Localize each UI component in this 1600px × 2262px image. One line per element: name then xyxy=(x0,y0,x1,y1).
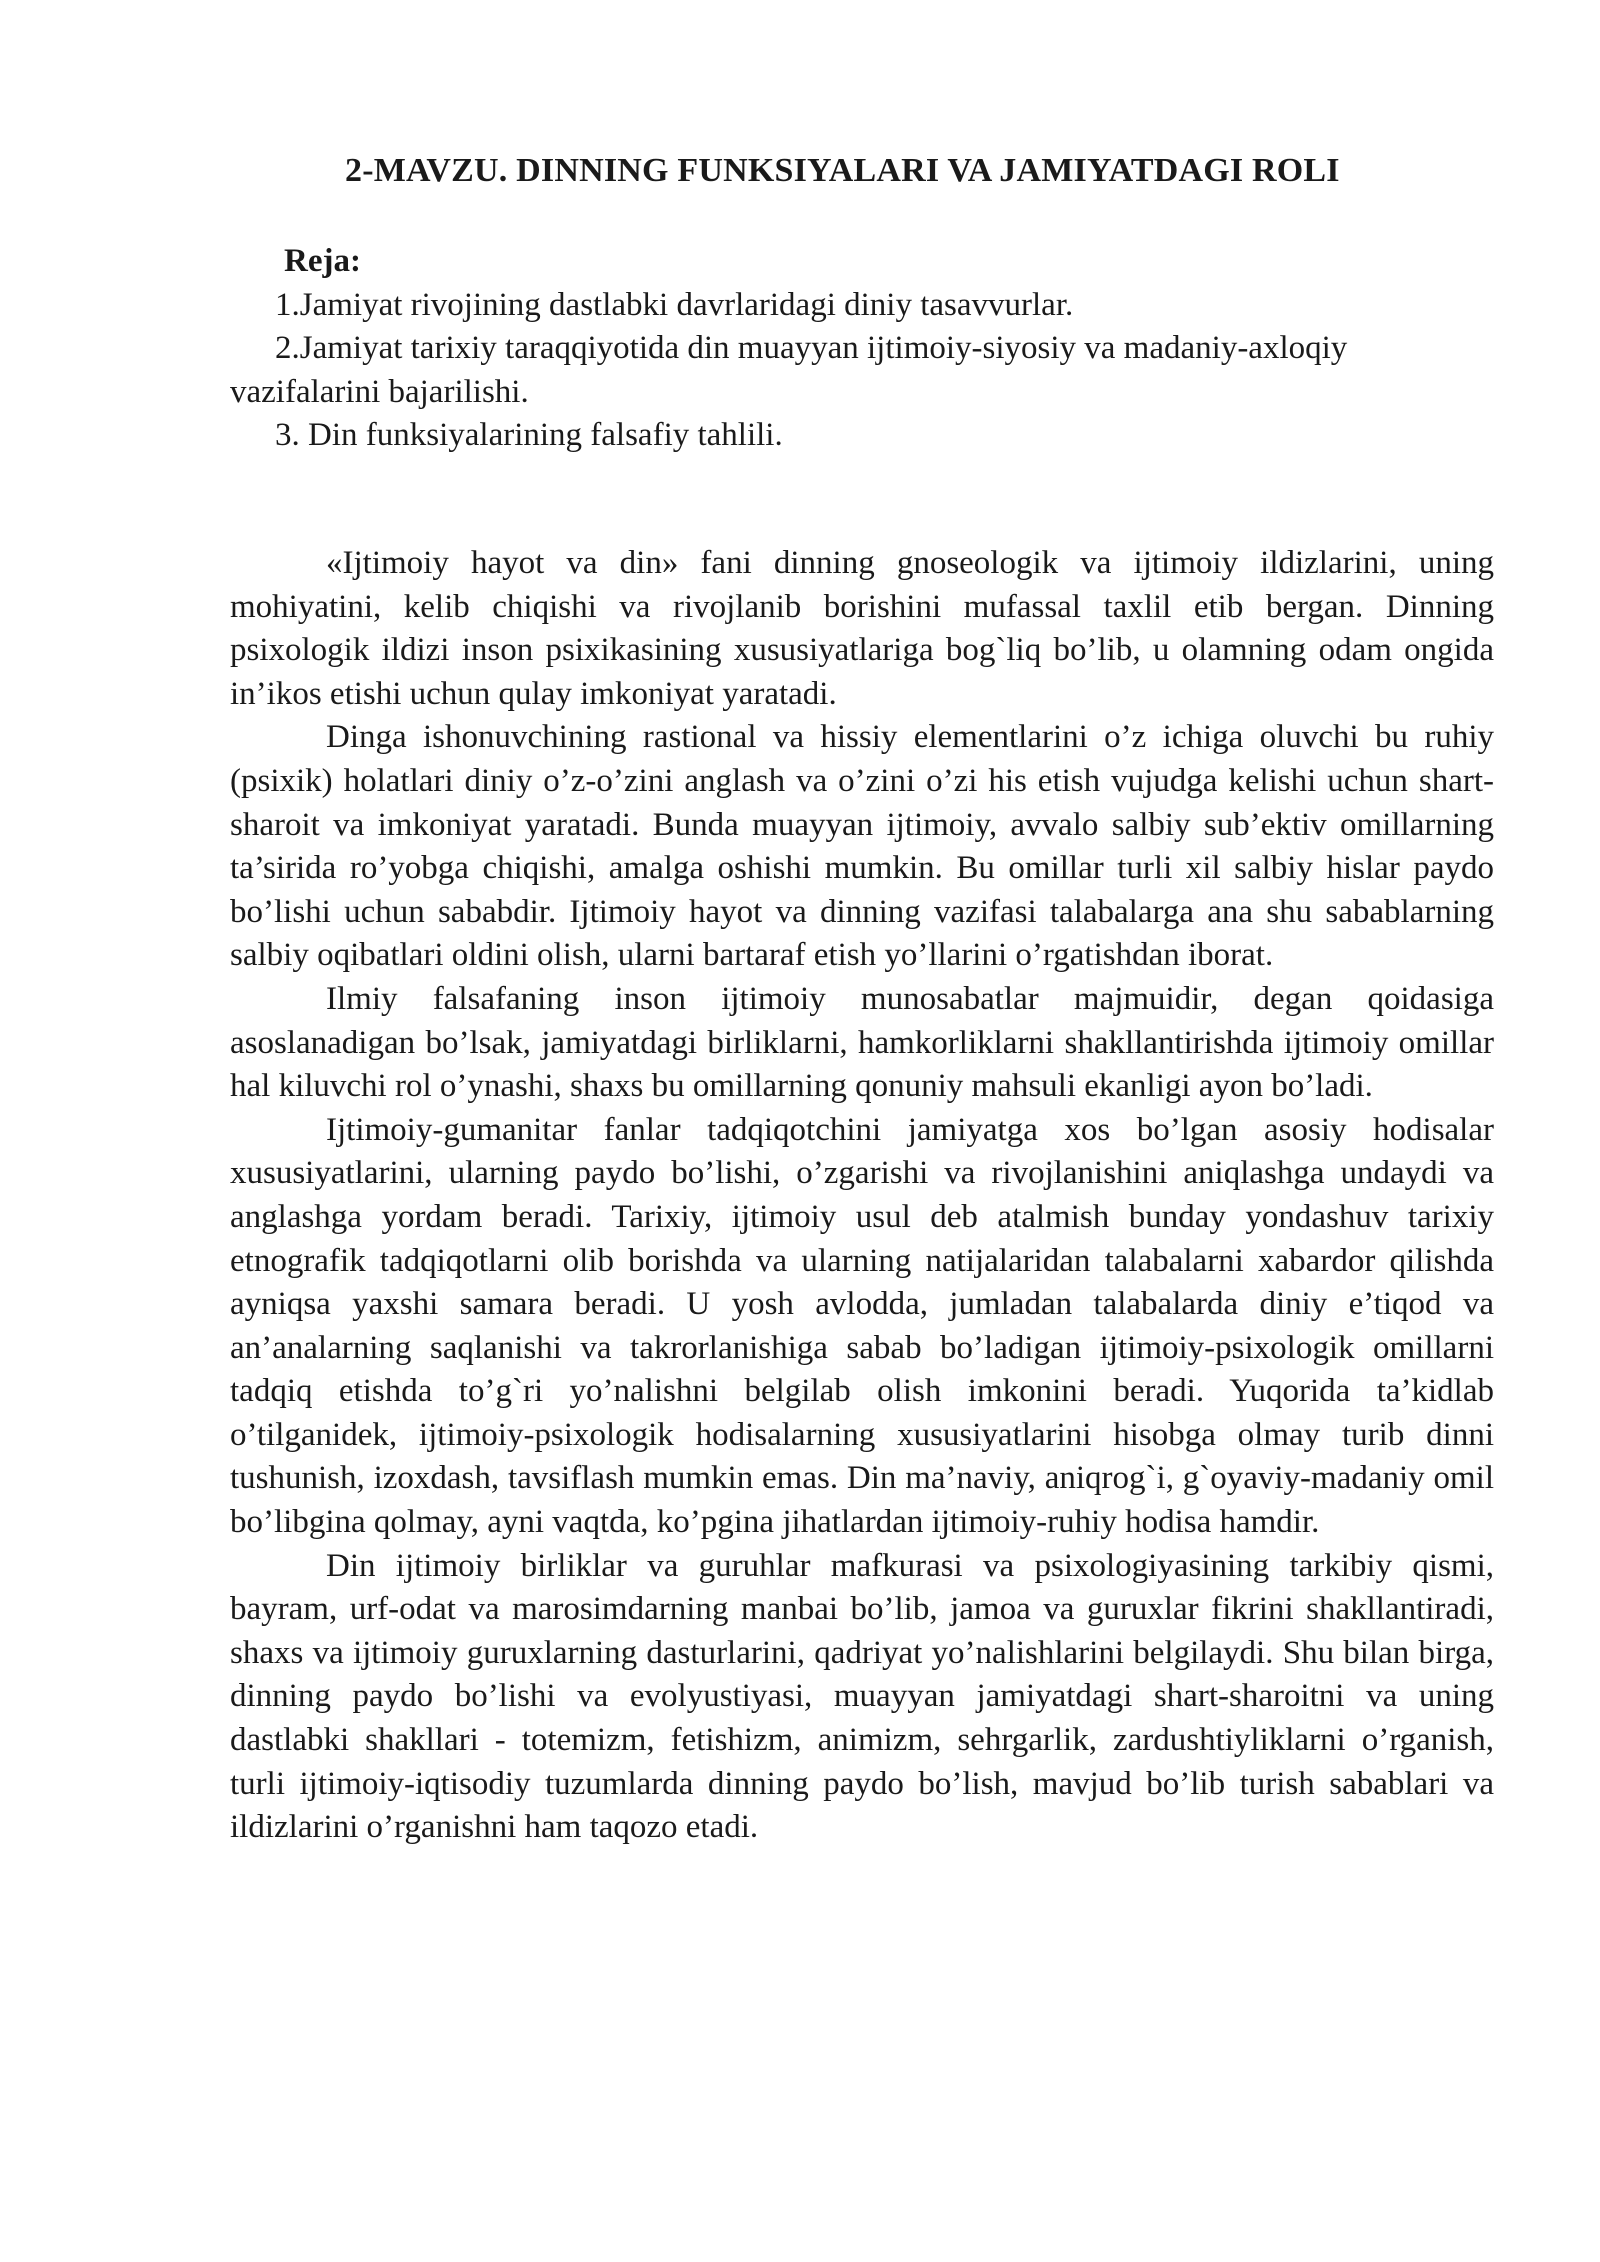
document-title: 2-MAVZU. DINNING FUNKSIYALARI VA JAMIYATDAGI ROLI xyxy=(345,152,1340,189)
plan-heading: Reja: xyxy=(284,243,361,279)
paragraph-3: Ilmiy falsafaning inson ijtimoiy munosabatlar majmuidir, degan qoidasiga asoslanadigan bo’lsak, jamiyatdagi birliklarni, hamkorliklarni shakllantirishda ijtimoiy omillar hal kiluvchi rol o’ynashi, shaxs bu omillarning qonuniy mahsuli ekanligi ayon bo’ladi. xyxy=(230,980,1494,1105)
plan-section xyxy=(230,240,1494,458)
plan-item-1: 1.Jamiyat rivojining dastlabki davrlaridagi diniy tasavvurlar. xyxy=(275,286,1074,323)
paragraph-4: Ijtimoiy-gumanitar fanlar tadqiqotchini jamiyatga xos bo’lgan asosiy hodisalar xususiyatlarini, ularning paydo bo’lishi, o’zgarishi va rivojlanishini aniqlashga undaydi va anglashga yordam beradi. Tarixiy, ijtimoiy usul deb atalmish bunday yondashuv tarixiy etnografik tadqiqotlarni olib borishda va ularning natijalaridan talabalarni xabardor qilishda ayniqsa yaxshi samara beradi. U yosh avlodda, jumladan talabalarda diniy e’tiqod va an’analarning saqlanishi va takrorlanishiga sabab bo’ladigan ijtimoiy-psixologik omillarni tadqiq etishda to’g`ri yo’nalishni belgilab olish imkonini beradi. Yuqorida ta’kidlab o’tilganidek, ijtimoiy-psixologik hodisalarning xususiyatlarini hisobga olmay turib dinni tushunish, izoxdash, tavsiflash mumkin emas. Din ma’naviy, aniqrog`i, g`oyaviy-madaniy omil bo’libgina qolmay, ayni vaqtda, ko’pgina jihatlardan ijtimoiy-ruhiy hodisa hamdir. xyxy=(230,1111,1494,1541)
paragraph-2: Dinga ishonuvchining rastional va hissiy elementlarini o’z ichiga oluvchi bu ruhiy (psixik) holatlari diniy o’z-o’zini anglash va o’zini o’zi his etish vujudga kelishi uchun shart-sharoit va imkoniyat yaratadi. Bunda muayyan ijtimoiy, avvalo salbiy sub’ektiv omillarning ta’sirida ro’yobga chiqishi, amalga oshishi mumkin. Bu omillar turli xil salbiy hislar paydo bo’lishi uchun sababdir. Ijtimoiy hayot va dinning vazifasi talabalarga ana shu sabablarning salbiy oqibatlari oldini olish, ularni bartaraf etish yo’llarini o’rgatishdan iborat. xyxy=(230,719,1494,974)
plan-item-2: 2.Jamiyat tarixiy taraqqiyotida din muayyan ijtimoiy-siyosiy va madaniy-axloqiy vazifalarini bajarilishi. xyxy=(230,330,1348,410)
body-text xyxy=(230,542,1494,1850)
paragraph-1: «Ijtimoiy hayot va din» fani dinning gnoseologik va ijtimoiy ildizlarini, uning mohiyatini, kelib chiqishi va rivojlanib borishini mufassal taxlil etib bergan. Dinning psixologik ildizi inson psixikasining xususiyatlariga bog`liq bo’lib, u olamning odam ongida in’ikos etishi uchun qulay imkoniyat yaratadi. xyxy=(230,545,1494,712)
plan-item-3: 3. Din funksiyalarining falsafiy tahlili. xyxy=(275,417,783,453)
paragraph-5: Din ijtimoiy birliklar va guruhlar mafkurasi va psixologiyasining tarkibiy qismi, bayram, urf-odat va marosimdarning manbai bo’lib, jamoa va guruxlar fikrini shakllantiradi, shaxs va ijtimoiy guruxlarning dasturlarini, qadriyat yo’nalishlarini belgilaydi. Shu bilan birga, dinning paydo bo’lishi va evolyustiyasi, muayyan jamiyatdagi shart-sharoitni va uning dastlabki shakllari - totemizm, fetishizm, animizm, sehrgarlik, zardushtiyliklarni o’rganish, turli ijtimoiy-iqtisodiy tuzumlarda dinning paydo bo’lish, mavjud bo’lib turish sabablari va ildizlarini o’rganishni ham taqozo etadi. xyxy=(230,1547,1494,1846)
